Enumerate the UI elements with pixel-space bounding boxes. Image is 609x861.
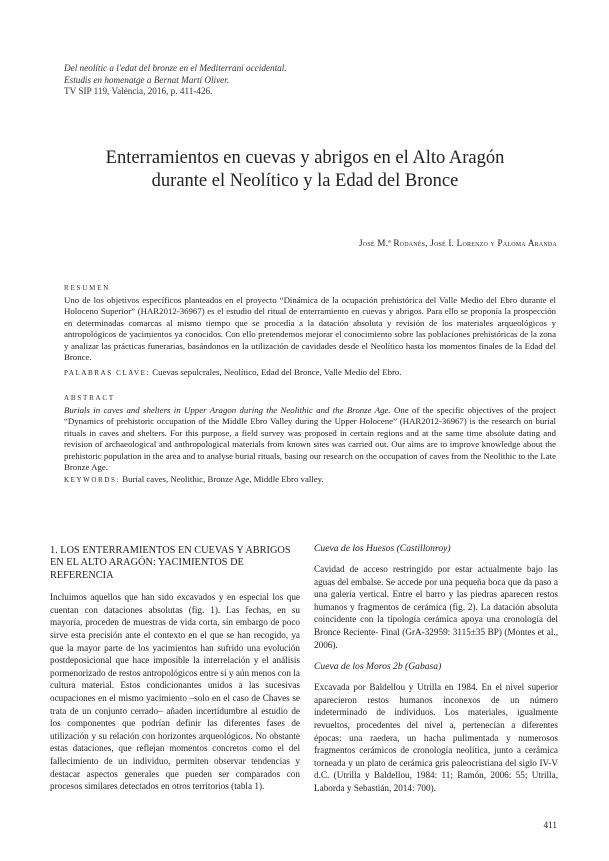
abstract-label: ABSTRACT [64,394,115,402]
palabras-clave-text: Cuevas sepulcrales, Neolítico, Edad del Bronce, Valle Medio del Ebro. [152,367,402,377]
authors: José M.ª Rodanés, José I. Lorenzo y Paloma Aranda [359,238,557,248]
huesos-text: Cavidad de acceso restringido por estar actualmente bajo las aguas del embalse. Se accede por una pequeña boca que da paso a una galería vertical. Entre el barro y las piedras aparecen restos humanos y fragmentos de cerámica (fig. 2). La datación absoluta coincidente con la tipología cerámica apoya una cronología del Bronce Reciente- Final (GrA-32959: 3115±35 BP) (Montes et al., 2006). [314,564,558,650]
resumen-label: RESUMEN [64,284,111,292]
moros-heading: Cueva de los Moros 2b (Gabasa) [314,661,442,673]
abstract-text [64,405,556,473]
moros-text: Excavada por Baldellou y Utrilla en 1984. En el nivel superior aparecieron restos humanos inconexos de un número indeterminado de individuos. Los materiales, igualmente revueltos, procedentes del nivel a, pertenecían a diferentes épocas: una raedera, un hacha pulimentada y numerosos fragmentos cerámicos de cronología neolítica, junto a cerámica torneada y un plato de cerámica gris paleocristiana del siglo IV-V d.C. (Utrilla y Baldellou, 1984: 11; Ramón, 2006: 55; Utrilla, Laborda y Sebastián, 2014: 700). [314,682,558,793]
page-number: 411 [543,820,557,830]
title-line-2: durante el Neolítico y la Edad del Bronce [151,171,459,191]
keywords-text: Burial caves, Neolithic, Bronze Age, Middle Ebro valley. [122,474,324,484]
abstract-keywords [64,474,556,486]
resumen-text: Uno de los objetivos específicos planteados en el proyecto “Dinámica de la ocupación prehistórica del Valle Medio del Ebro durante el Holoceno Superior” (HAR2012-36967) es el estudio del ritual de enterramiento en cuevas y abrigos. Para ello se proponía la prospección en determinadas comarcas al mismo tiempo que se procedía a la datación absoluta y revisión de los materiales arqueológicos y antropológicos de yacimientos ya conocidos. Con ello pretendemos mejorar el conocimiento sobre las poblaciones prehistóricas de la zona y analizar las prácticas funerarias, basándonos en la utilización de cavidades desde el Neolítico hasta los momentos finales de la Edad del Bronce. [64,295,556,363]
abstract-title: Burials in caves and shelters in Upper Aragon during the Neolithic and the Bronze Age. [64,405,391,415]
publication-header [64,63,504,98]
title-line-1: Enterramientos en cuevas y abrigos en el Alto Aragón [105,148,505,168]
header-homage: Estudis en homenatge a Bernat Martí Oliver. [64,74,230,85]
header-volume-title: Del neolític a l'edat del bronze en el Mediterrani occidental. [64,63,287,73]
left-column [50,545,300,793]
abstract-body: One of the specific objectives of the project “Dynamics of prehistoric occupation of the Middle Ebro Valley during the Upper Holocene” (HAR2012-36967) is the research on burial rituals in caves and shelters. For this purpose, a field survey was proposed in certain regions and at the same time absolute dating and revision of archaeological and anthropological materials from known sites was carried out. Our aims are to improve knowledge about the prehistoric population in the area and to analyse burial rituals, basing our research on the occupation of caves from the Neolithic to the Late Bronze Age. [64,405,556,473]
header-series-info: TV SIP 119, València, 2016, p. 411-426. [64,86,213,96]
right-column [314,543,558,795]
resumen-keywords [64,367,556,379]
section-1-heading: 1. LOS ENTERRAMIENTOS EN CUEVAS Y ABRIGOS EN EL ALTO ARAGÓN: YACIMIENTOS DE REFERENCIA [50,545,291,581]
article-title [40,147,570,193]
section-1-text: Incluimos aquellos que han sido excavados y en especial los que cuentan con dataciones absolutas (fig. 1). Las fechas, en su mayoría, proceden de muestras de vida corta, sin embargo de poco sirve esta precisión ante el contexto en el que se han recogido, ya que la mayor parte de los yacimientos han sufrido una evolución postdeposicional que hace imposible la interrelación y el análisis pormenorizado de restos antropológicos entre sí y aún menos con la cultura material. Estos condicionantes unidos a las sucesivas ocupaciones en el mismo yacimiento –solo en el caso de Chaves se trata de un conjunto cerrado– añaden incertidumbre al estudio de los componentes que podrían definir las diferentes fases de utilización y su relación con horizontes arqueológicos. No obstante estas dataciones, que reflejan momentos concretos como el del fallecimiento de un individuo, permiten observar tendencias y destacar aspectos generales que pueden ser comparados con procesos similares detectados en otros territorios (tabla 1). [50,592,300,792]
keywords-label: KEYWORDS: [64,476,121,484]
huesos-heading: Cueva de los Huesos (Castillonroy) [314,543,451,554]
palabras-clave-label: PALABRAS CLAVE: [64,369,151,377]
